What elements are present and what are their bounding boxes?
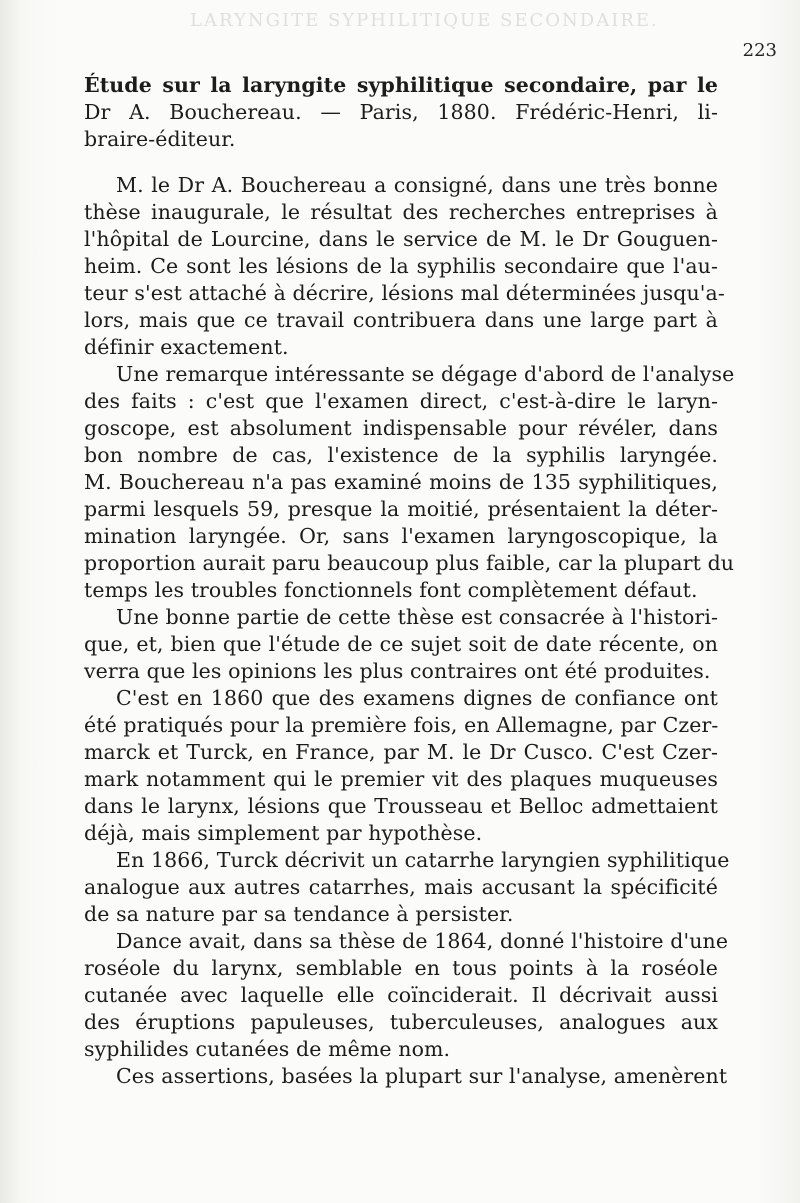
page-number: 223	[742, 40, 777, 61]
text-line: M. Bouchereau n'a pas examiné moins de 135 syphilitiques,	[84, 470, 718, 494]
text-line: goscope, est absolument indispensable pour révéler, dans	[84, 416, 718, 440]
title-line: Dr A. Bouchereau. — Paris, 1880. Frédéric-Henri, li-	[84, 100, 718, 124]
text-line: M. le Dr A. Bouchereau a consigné, dans une très bonne	[116, 173, 718, 197]
text-line: l'hôpital de Lourcine, dans le service de M. le Dr Gouguen-	[84, 227, 718, 251]
text-line: parmi lesquels 59, presque la moitié, présentaient la déter-	[84, 497, 718, 521]
text-line: En 1866, Turck décrivit un catarrhe laryngien syphilitique	[116, 848, 730, 872]
article-text	[84, 72, 735, 1090]
paragraph	[84, 847, 730, 928]
text-line: roséole du larynx, semblable en tous points à la roséole	[84, 956, 718, 980]
text-line: temps les troubles fonctionnels font complètement défaut.	[84, 578, 698, 602]
text-line: des faits : c'est que l'examen direct, c'est-à-dire le laryn-	[84, 389, 718, 413]
paragraph	[84, 1063, 728, 1090]
text-line: dans le larynx, lésions que Trousseau et Belloc admettaient	[84, 794, 718, 818]
text-line: thèse inaugurale, le résultat des recherches entreprises à	[84, 200, 718, 224]
paragraph	[84, 604, 718, 685]
text-line: analogue aux autres catarrhes, mais accusant la spécificité	[84, 875, 718, 899]
paragraph	[84, 928, 729, 1063]
text-line: lors, mais que ce travail contribuera dans une large part à	[84, 308, 718, 332]
title-line: Étude sur la laryngite syphilitique secondaire, par le	[84, 73, 718, 97]
text-line: été pratiqués pour la première fois, en Allemagne, par Czer-	[84, 713, 719, 737]
text-line: heim. Ce sont les lésions de la syphilis secondaire que l'au-	[84, 254, 718, 278]
text-line: que, et, bien que l'étude de ce sujet soit de date récente, on	[84, 632, 718, 656]
text-line: verra que les opinions les plus contraires ont été produites.	[84, 659, 711, 683]
text-line: déjà, mais simplement par hypothèse.	[84, 821, 483, 845]
text-line: mination laryngée. Or, sans l'examen laryngoscopique, la	[84, 524, 718, 548]
text-line: proportion aurait paru beaucoup plus faible, car la plupart du	[84, 551, 735, 575]
title-line: braire-éditeur.	[84, 127, 236, 151]
paragraph	[84, 685, 718, 847]
text-line: teur s'est attaché à décrire, lésions mal déterminées jusqu'a-	[84, 281, 725, 305]
text-line: Une bonne partie de cette thèse est consacrée à l'histori-	[116, 605, 718, 629]
text-line: syphilides cutanées de même nom.	[84, 1037, 451, 1061]
text-line: Dance avait, dans sa thèse de 1864, donné l'histoire d'une	[116, 929, 729, 953]
text-line: mark notamment qui le premier vit des plaques muqueuses	[84, 767, 718, 791]
running-head-bleed-through: LARYNGITE SYPHILITIQUE SECONDAIRE.	[190, 10, 659, 31]
text-line: Une remarque intéressante se dégage d'abord de l'analyse	[116, 362, 735, 386]
text-line: cutanée avec laquelle elle coïnciderait. Il décrivait aussi	[84, 983, 718, 1007]
text-line: bon nombre de cas, l'existence de la syphilis laryngée.	[84, 443, 718, 467]
text-line: de sa nature par sa tendance à persister.	[84, 902, 514, 926]
text-line: des éruptions papuleuses, tuberculeuses, analogues aux	[84, 1010, 718, 1034]
text-line: marck et Turck, en France, par M. le Dr Cusco. C'est Czer-	[84, 740, 718, 764]
text-line: Ces assertions, basées la plupart sur l'analyse, amenèrent	[116, 1064, 728, 1088]
text-line: définir exactement.	[84, 335, 289, 359]
text-line: C'est en 1860 que des examens dignes de confiance ont	[116, 686, 718, 710]
paragraph	[84, 172, 725, 361]
review-title	[84, 72, 718, 153]
paragraph	[84, 361, 735, 604]
